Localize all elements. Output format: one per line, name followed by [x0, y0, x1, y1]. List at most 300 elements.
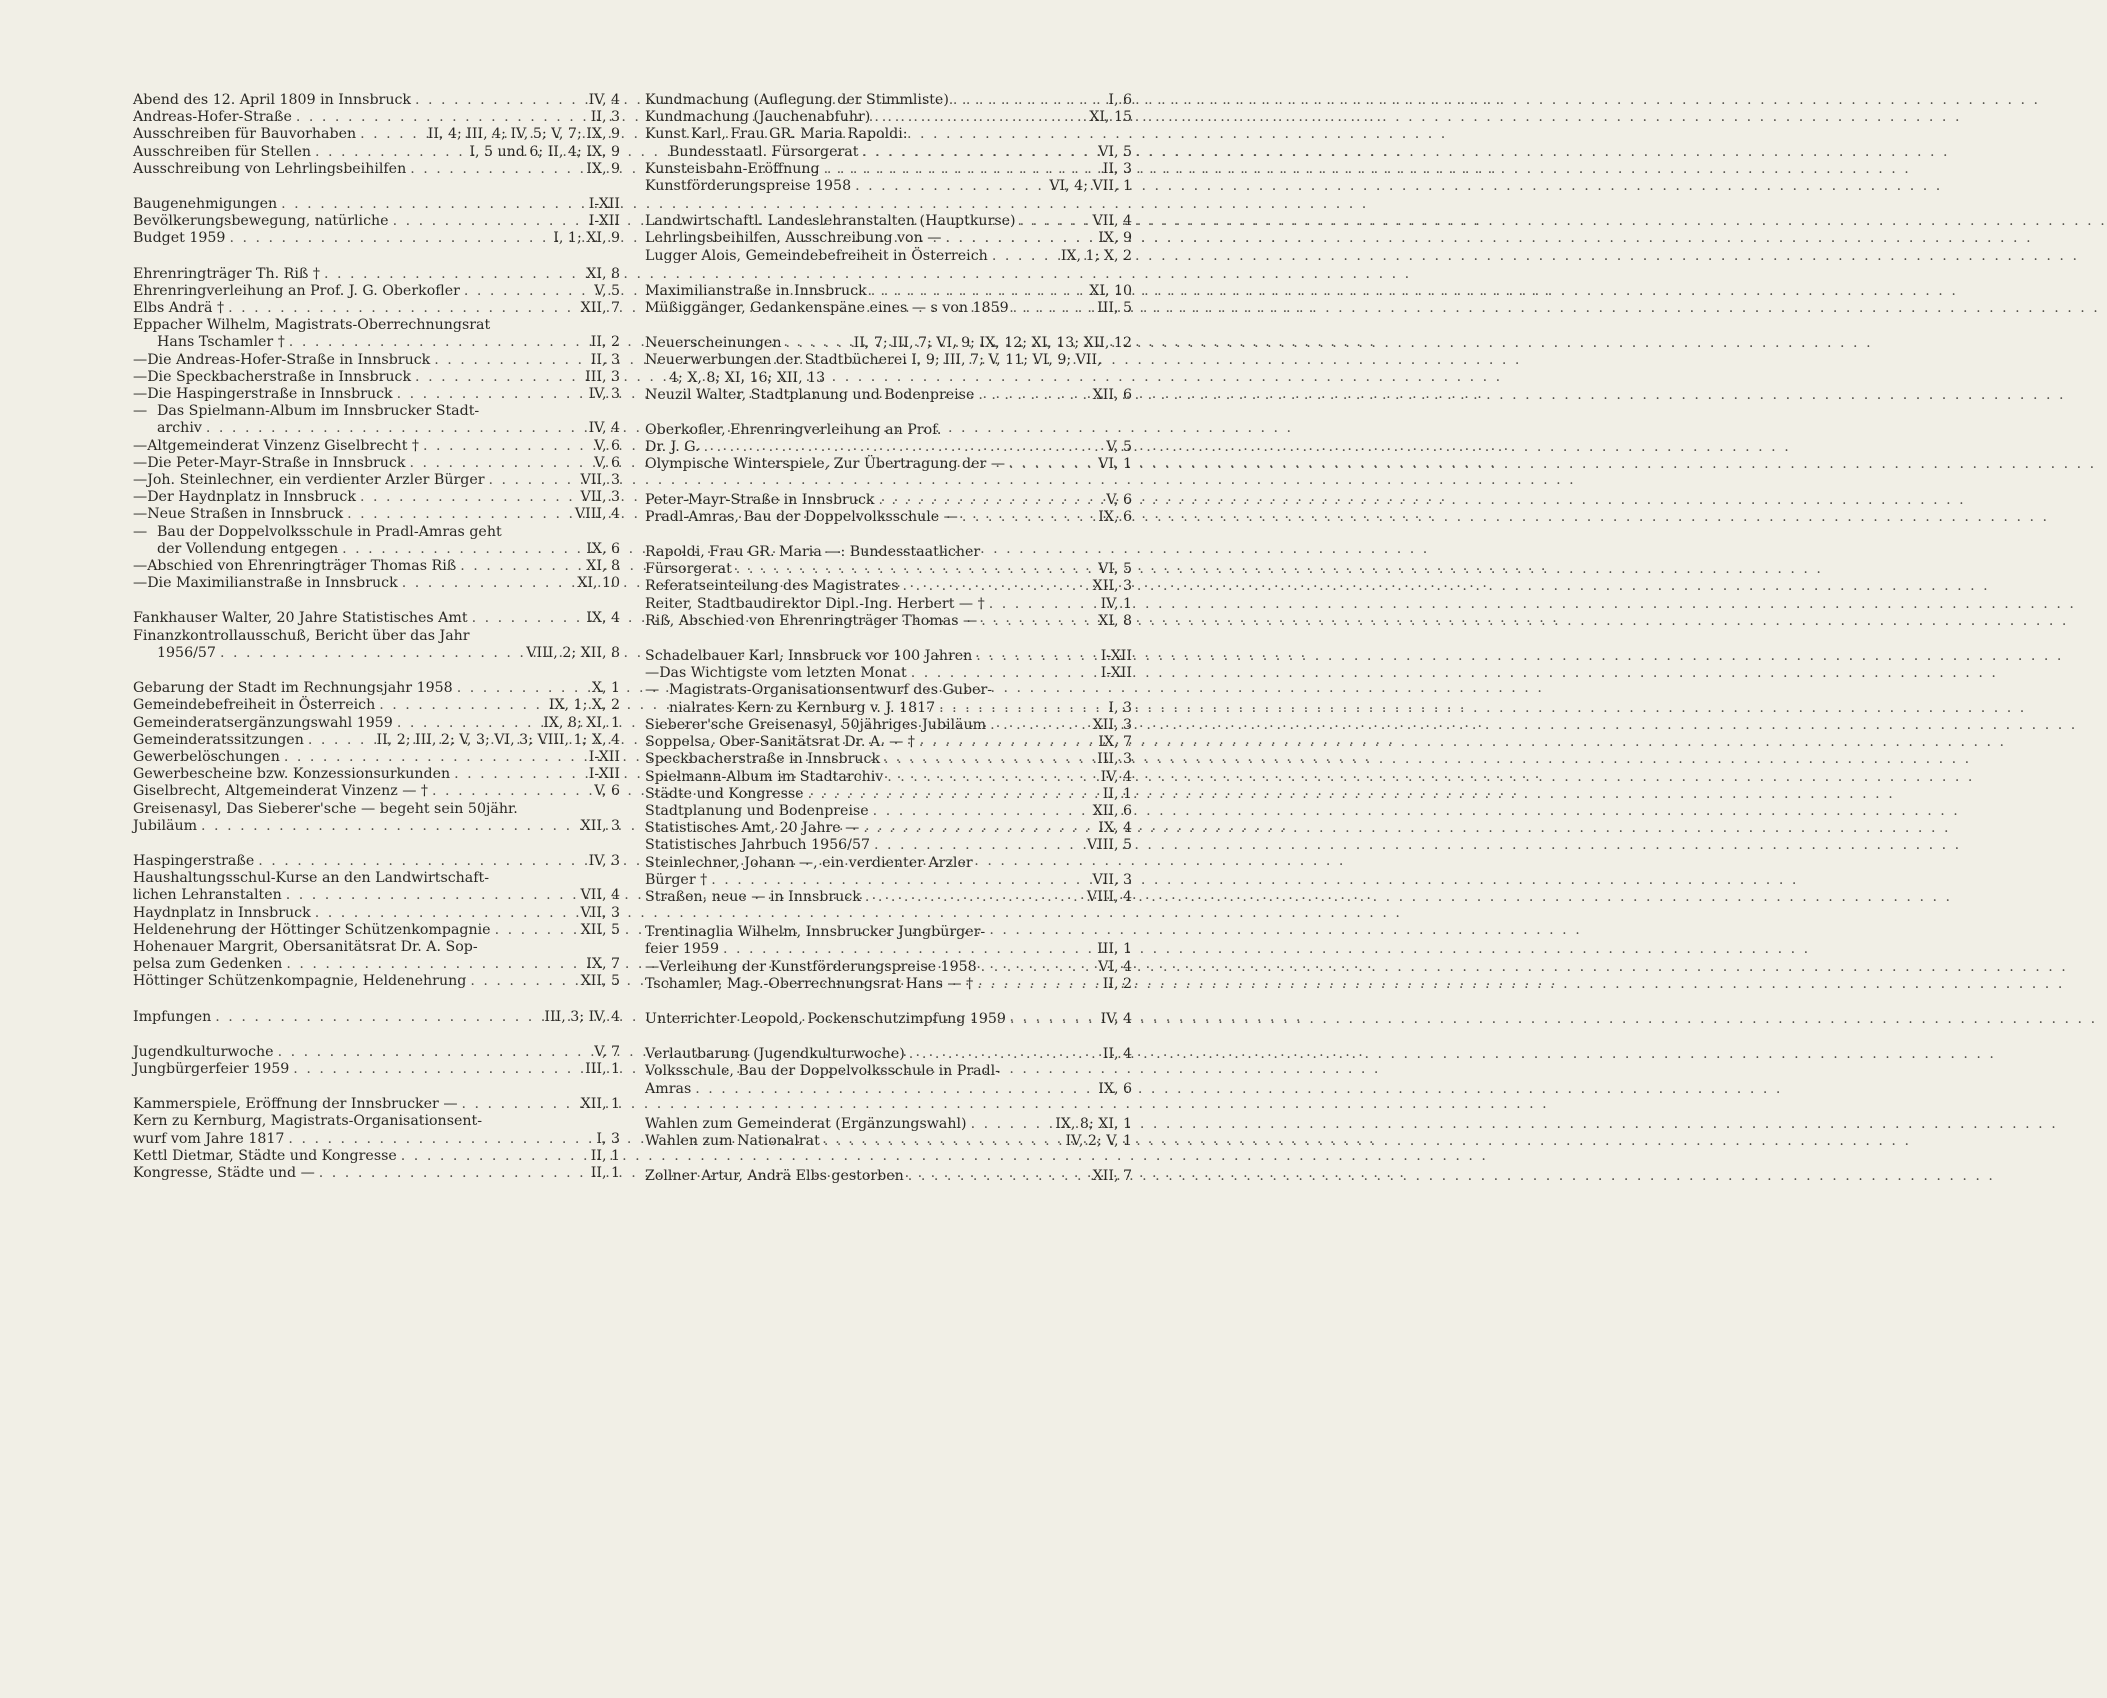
entry-text: Wahlen zum Gemeinderat (Ergänzungswahl)	[645, 1115, 967, 1132]
index-entry	[133, 455, 620, 472]
entry-line	[133, 351, 620, 369]
entry-line	[133, 732, 620, 749]
issue-reference: XII, 6	[1092, 386, 1132, 403]
issue-reference: II, 3	[1102, 160, 1132, 177]
issue-reference: III, 3	[1097, 751, 1132, 768]
entry-line	[645, 596, 1132, 613]
issue-reference: IV, 2; V, 1	[1065, 1132, 1132, 1149]
index-letter-group	[645, 492, 1132, 526]
entry-text: Speckbacherstraße in Innsbruck	[645, 751, 881, 768]
index-letter-group	[645, 544, 1132, 630]
entry-line	[133, 1044, 620, 1061]
index-entry	[133, 369, 620, 386]
entry-dash: —	[133, 472, 148, 489]
entry-dash: —	[645, 958, 660, 975]
index-entry	[133, 749, 620, 766]
index-entry	[133, 783, 620, 800]
entry-text: Kunst Karl, Frau GR. Maria Rapoldi:	[645, 126, 908, 143]
index-letter-group	[133, 1096, 620, 1182]
index-entry	[645, 248, 1132, 265]
dot-leader	[736, 561, 1094, 578]
entry-text: Magistrats-Organisationsentwurf des Guber-	[669, 682, 993, 699]
dot-leader	[874, 837, 1083, 854]
issue-reference: I, 6	[1108, 92, 1132, 108]
dot-leader	[220, 645, 522, 662]
entry-line	[157, 420, 620, 437]
entry-dash: —	[133, 437, 148, 454]
entry-text: Ausschreibung von Lehrlingsbeihilfen	[133, 160, 407, 177]
issue-reference: XII, 1	[580, 1096, 620, 1113]
index-letter-group	[645, 1046, 1132, 1098]
entry-text: Gemeinderatsergänzungswahl 1959	[133, 714, 393, 731]
entry-line	[133, 939, 620, 956]
issue-reference: VI, 4	[1098, 958, 1132, 975]
entry-line	[133, 1061, 620, 1078]
dot-leader	[470, 973, 576, 990]
dot-leader	[296, 109, 587, 126]
dot-leader	[472, 610, 583, 627]
entry-text: Pradl-Amras, Bau der Doppelvolksschule —	[645, 508, 958, 525]
dot-leader	[945, 230, 1094, 247]
entry-line	[645, 509, 1132, 526]
entry-line	[669, 144, 1132, 161]
entry-line	[133, 610, 620, 627]
dot-leader	[977, 976, 1099, 993]
issue-reference: IV, 3	[588, 852, 620, 869]
entry-text: lichen Lehranstalten	[133, 887, 282, 904]
index-entry	[133, 92, 620, 109]
index-entry	[645, 855, 1132, 889]
dot-leader	[879, 492, 1103, 509]
entry-line	[133, 628, 620, 645]
entry-text: Jugendkulturwoche	[133, 1043, 274, 1060]
entry-line	[133, 472, 620, 489]
index-entry	[133, 144, 620, 161]
entry-text: Kundmachung (Jauchenabfuhr)	[645, 109, 871, 126]
entry-line	[645, 335, 1132, 352]
entry-line	[133, 956, 620, 973]
dot-leader	[432, 783, 590, 800]
entry-text: Landwirtschaftl. Landeslehranstalten (Hauptkurse)	[645, 213, 1016, 230]
entry-text: Spielmann-Album im Stadtarchiv	[645, 768, 884, 785]
dot-leader	[286, 956, 582, 973]
dot-leader	[884, 751, 1093, 768]
issue-reference: IX, 6	[586, 540, 620, 557]
index-entry	[645, 509, 1132, 526]
issue-reference: X, 1	[591, 680, 620, 697]
entry-line	[133, 697, 620, 714]
entry-text: Haspingerstraße	[133, 852, 255, 869]
entry-text: Kunsteisbahn-Eröffnung	[645, 160, 820, 177]
entry-line	[645, 803, 1132, 820]
index-entry	[133, 489, 620, 506]
dot-leader	[992, 248, 1057, 265]
dot-leader	[785, 335, 849, 352]
entry-line	[645, 300, 1132, 317]
entry-line	[645, 837, 1132, 854]
entry-line	[645, 126, 1132, 143]
entry-line	[645, 387, 1132, 404]
entry-text: Hohenauer Margrit, Obersanitätsrat Dr. A. Sop-	[133, 938, 478, 955]
entry-text: Heldenehrung der Höttinger Schützenkompagnie	[133, 921, 491, 938]
index-entry	[133, 922, 620, 939]
entry-line	[133, 922, 620, 939]
issue-reference: VIII, 5	[1086, 837, 1132, 854]
issue-reference: III, 3; IV, 4	[544, 1008, 620, 1025]
index-entry	[645, 803, 1132, 820]
issue-reference: VII, 4	[1092, 213, 1132, 230]
entry-text: Joh. Steinlechner, ein verdienter Arzler Bürger	[147, 472, 485, 489]
entry-text: Referatseinteilung des Magistrates	[645, 578, 899, 595]
entry-line	[133, 1148, 620, 1165]
issue-reference: I, 3	[1108, 699, 1132, 716]
dot-leader	[360, 489, 577, 506]
issue-reference: II, 1	[1102, 785, 1132, 802]
issue-reference: XII, 3	[1092, 578, 1132, 595]
entry-text: der Vollendung entgegen	[157, 540, 339, 557]
issue-reference: XII, 5	[580, 973, 620, 990]
index-entry	[133, 801, 620, 835]
entry-line	[645, 786, 1132, 803]
issue-reference: VII, 3	[580, 489, 620, 506]
dot-leader	[281, 196, 585, 213]
issue-reference: IV, 4	[588, 92, 620, 108]
index-letter-group	[645, 1168, 1132, 1185]
issue-reference: IV, 1	[1100, 595, 1132, 612]
entry-text: Lugger Alois, Gemeindebefreiheit in Österreich	[645, 247, 988, 264]
dot-leader	[887, 769, 1096, 786]
entry-line	[645, 682, 1132, 699]
issue-reference: IX, 1; X, 2	[548, 697, 620, 714]
entry-dash: —	[133, 523, 148, 540]
entry-text: Reiter, Stadtbaudirektor Dipl.-Ing. Herbert — †	[645, 595, 985, 612]
entry-text: Fankhauser Walter, 20 Jahre Statistisches Amt	[133, 610, 468, 627]
entry-text: nialrates Kern zu Kernburg v. J. 1817	[669, 699, 936, 716]
entry-line	[645, 665, 1132, 682]
entry-dash: —	[645, 665, 660, 682]
entry-text: Rapoldi, Frau GR. Maria —: Bundesstaatlicher	[645, 544, 981, 561]
issue-reference: V, 5	[594, 282, 620, 299]
index-entry	[133, 610, 620, 627]
entry-line	[645, 1046, 1132, 1063]
dot-leader	[862, 144, 1094, 161]
entry-text: Die Andreas-Hofer-Straße in Innsbruck	[147, 351, 431, 368]
index-entry	[645, 820, 1132, 837]
issue-reference: VI, 5	[1098, 143, 1132, 160]
dot-leader	[410, 455, 591, 472]
dot-leader	[215, 1009, 540, 1026]
index-entry	[645, 230, 1132, 247]
index-entry	[645, 335, 1132, 352]
issue-reference: III, 1	[1097, 941, 1132, 958]
entry-line	[645, 1063, 1132, 1080]
index-entry	[133, 317, 620, 334]
issue-reference: VIII, 4	[1086, 888, 1132, 905]
entry-line	[645, 769, 1132, 786]
entry-line	[645, 1116, 1132, 1133]
entry-text: Eppacher Wilhelm, Magistrats-Oberrechnungsrat	[133, 317, 491, 334]
entry-line	[645, 439, 1132, 456]
issue-reference: II, 4; III, 4; IV, 5; V, 7; IX, 9	[427, 126, 620, 143]
entry-line	[133, 1165, 620, 1182]
entry-line	[133, 126, 620, 143]
index-entry	[133, 109, 620, 126]
index-entry	[645, 387, 1132, 404]
dot-leader	[1009, 456, 1094, 473]
index-letter-group	[645, 335, 1132, 404]
entry-line	[133, 386, 620, 403]
entry-line	[645, 872, 1132, 889]
entry-text: Die Haspingerstraße in Innsbruck	[147, 386, 393, 403]
entry-dash: —	[645, 682, 660, 699]
entry-text: Das Spielmann-Album im Innsbrucker Stadt-	[157, 403, 480, 420]
dot-leader	[464, 283, 590, 300]
entry-text: Soppelsa, Ober-Sanitätsrat Dr. A. — †	[645, 734, 915, 751]
entry-text: Greisenasyl, Das Sieberer'sche — begeht sein 50jähr.	[133, 800, 518, 817]
entry-line	[133, 454, 620, 472]
dot-leader	[278, 1044, 591, 1061]
index-entry	[645, 734, 1132, 751]
issue-reference: II, 2	[1102, 975, 1132, 992]
dot-leader	[397, 386, 585, 403]
index-letter-group	[645, 92, 1132, 195]
entry-line	[645, 283, 1132, 300]
index-letter-group	[133, 1044, 620, 1078]
index-letter-group	[645, 422, 1132, 474]
entry-text: Oberkofler, Ehrenringverleihung an Prof.	[645, 422, 942, 439]
entry-line	[645, 889, 1132, 906]
index-entry	[133, 715, 620, 732]
entry-text: Jungbürgerfeier 1959	[133, 1060, 290, 1077]
issue-reference: XI, 8	[586, 265, 620, 282]
dot-leader	[871, 283, 1086, 300]
issue-reference: V, 7	[594, 1043, 620, 1060]
index-entry	[645, 422, 1132, 456]
entry-text: Neue Straßen in Innsbruck	[147, 506, 344, 523]
dot-leader	[434, 352, 586, 369]
entry-line	[645, 1081, 1132, 1098]
entry-line	[133, 680, 620, 697]
index-entry	[645, 213, 1132, 230]
entry-line	[645, 1133, 1132, 1150]
issue-reference: XI, 8	[1098, 612, 1132, 629]
entry-line	[157, 334, 620, 351]
dot-leader	[454, 766, 585, 783]
issue-reference: IX, 9	[1098, 230, 1132, 247]
entry-line	[133, 523, 620, 541]
entry-text: Neuerwerbungen der Stadtbücherei I, 9; III, 7; V, 11; VI, 9; VII,	[645, 352, 1102, 369]
entry-line	[645, 924, 1132, 941]
issue-reference: VI, 5	[1098, 561, 1132, 578]
dot-leader	[495, 922, 577, 939]
entry-text: Die Peter-Mayr-Straße in Innsbruck	[147, 454, 406, 471]
issue-reference: IX, 4	[586, 610, 620, 627]
index-entry	[645, 352, 1132, 386]
index-entry	[133, 1113, 620, 1147]
entry-text: Hans Tschamler †	[157, 334, 285, 351]
entry-line	[133, 853, 620, 870]
entry-text: Elbs Andrä †	[133, 300, 225, 317]
index-entry	[133, 1061, 620, 1078]
entry-text: Volksschule, Bau der Doppelvolksschule in Pradl-	[645, 1063, 1000, 1080]
entry-dash: —	[133, 506, 148, 523]
index-entry	[133, 283, 620, 300]
index-letter-group	[133, 1009, 620, 1026]
index-entry	[645, 578, 1132, 595]
dot-leader	[919, 734, 1094, 751]
issue-reference: IX, 6	[1098, 508, 1132, 525]
index-entry	[645, 126, 1132, 143]
dot-leader	[489, 472, 577, 489]
index-entry	[645, 1168, 1132, 1185]
issue-reference: VII, 3	[1092, 871, 1132, 888]
entry-line	[645, 734, 1132, 751]
dot-leader	[315, 905, 577, 922]
entry-line	[645, 92, 1132, 109]
index-entry	[133, 524, 620, 558]
issue-reference: IX, 8; XI, 1	[1055, 1115, 1132, 1132]
entry-text: Haushaltungsschul-Kurse an den Landwirtschaft-	[133, 870, 490, 887]
dot-leader	[939, 700, 1104, 717]
issue-reference: XII, 7	[580, 300, 620, 317]
entry-line	[645, 561, 1132, 578]
index-entry	[133, 1096, 620, 1113]
dot-leader	[228, 300, 577, 317]
index-entry	[645, 837, 1132, 854]
entry-text: Steinlechner, Johann —, ein verdienter Arzler	[645, 854, 973, 871]
entry-text: Wahlen zum Nationalrat	[645, 1132, 820, 1149]
dot-leader	[410, 161, 582, 178]
index-entry	[645, 1063, 1132, 1097]
entry-line	[133, 213, 620, 230]
entry-dash: —	[133, 558, 148, 575]
entry-line	[645, 161, 1132, 178]
dot-leader	[201, 818, 577, 835]
issue-reference: IV, 3	[588, 386, 620, 403]
entry-text: Abend des 12. April 1809 in Innsbruck	[133, 92, 411, 108]
issue-reference: II, 1	[590, 1164, 620, 1181]
index-letter-group	[133, 680, 620, 835]
index-entry	[645, 456, 1132, 473]
index-entry	[645, 959, 1132, 976]
issue-reference: V, 6	[1106, 491, 1132, 508]
entry-line	[645, 958, 1132, 976]
entry-line	[133, 437, 620, 455]
entry-text: Höttinger Schützenkompagnie, Heldenehrung	[133, 973, 467, 990]
index-entry	[133, 1009, 620, 1026]
index-entry	[645, 976, 1132, 993]
dot-leader	[874, 109, 1085, 126]
issue-reference: VII, 3	[580, 904, 620, 921]
entry-line	[645, 976, 1132, 993]
entry-line	[645, 422, 1132, 439]
index-entry	[645, 109, 1132, 126]
index-entry	[645, 544, 1132, 578]
entry-text: Neuzil Walter, Stadtplanung und Bodenpreise	[645, 386, 975, 403]
index-letter-group	[133, 266, 620, 593]
entry-line	[133, 109, 620, 126]
index-entry	[133, 213, 620, 230]
index-entry	[645, 717, 1132, 734]
index-entry	[133, 939, 620, 973]
entry-text: Gewerbelöschungen	[133, 748, 280, 765]
index-entry	[645, 144, 1132, 161]
issue-reference: V, 5	[1106, 439, 1132, 456]
index-entry	[645, 178, 1132, 195]
index-entry	[133, 973, 620, 990]
issue-reference: VII, 3	[580, 472, 620, 489]
entry-text: Kammerspiele, Eröffnung der Innsbrucker —	[133, 1096, 458, 1113]
issue-reference: VI, 1	[1098, 456, 1132, 473]
dot-leader	[460, 558, 582, 575]
index-entry	[133, 853, 620, 870]
dot-leader	[1010, 1011, 1097, 1028]
entry-line	[645, 578, 1132, 595]
entry-line	[645, 648, 1132, 665]
index-entry	[645, 492, 1132, 509]
entry-text: Impfungen	[133, 1008, 212, 1025]
entry-text: Bevölkerungsbewegung, natürliche	[133, 213, 389, 230]
dot-leader	[971, 1116, 1052, 1133]
entry-text: wurf vom Jahre 1817	[133, 1130, 285, 1147]
entry-line	[133, 1113, 620, 1130]
entry-text: Olympische Winterspiele, Zur Übertragung der —	[645, 456, 1006, 473]
entry-line	[645, 492, 1132, 509]
dot-leader	[397, 715, 539, 732]
entry-line	[133, 506, 620, 523]
entry-line	[645, 613, 1132, 630]
issue-reference: II, 2; III, 2; V, 3; VI, 3; VIII, 1; X, 4	[376, 731, 620, 748]
entry-text: Sieberer'sche Greisenasyl, 50jähriges Jubiläum	[645, 716, 987, 733]
entry-line	[133, 801, 620, 818]
left-index-column	[133, 92, 620, 1200]
issue-reference: III, 3	[585, 368, 620, 385]
right-index-column	[645, 92, 1132, 1203]
dot-leader	[824, 161, 1099, 178]
entry-text: 4; X, 8; XI, 16; XII, 13	[669, 369, 826, 386]
entry-line	[133, 317, 620, 334]
entry-line	[669, 700, 1132, 717]
entry-text: Verleihung der Kunstförderungspreise 1958	[659, 958, 977, 975]
dot-leader	[989, 596, 1097, 613]
entry-line	[645, 352, 1132, 369]
entry-text: feier 1959	[645, 941, 719, 958]
entry-line	[133, 92, 620, 109]
entry-dash: —	[133, 386, 148, 403]
entry-text: Ausschreiben für Stellen	[133, 143, 311, 160]
entry-line	[133, 283, 620, 300]
dot-leader	[284, 749, 585, 766]
index-entry	[133, 472, 620, 489]
issue-reference: IV, 4	[1100, 1010, 1132, 1027]
entry-text: Ehrenringträger Th. Riß †	[133, 265, 320, 282]
dot-leader	[293, 1061, 581, 1078]
entry-line	[645, 751, 1132, 768]
dot-leader	[415, 92, 585, 109]
issue-reference: IV, 4	[588, 420, 620, 437]
index-entry	[133, 334, 620, 351]
issue-reference: XI, 10	[1089, 282, 1132, 299]
issue-reference: IX, 4	[1098, 820, 1132, 837]
index-entry	[133, 697, 620, 714]
entry-text: archiv	[157, 420, 202, 437]
issue-reference: IV, 4	[1100, 768, 1132, 785]
entry-text: Gebarung der Stadt im Rechnungsjahr 1958	[133, 680, 453, 697]
index-entry	[645, 665, 1132, 682]
entry-text: Bau der Doppelvolksschule in Pradl-Amras geht	[157, 523, 502, 540]
entry-dash: —	[133, 454, 148, 471]
entry-text: Kongresse, Städte und —	[133, 1164, 315, 1181]
